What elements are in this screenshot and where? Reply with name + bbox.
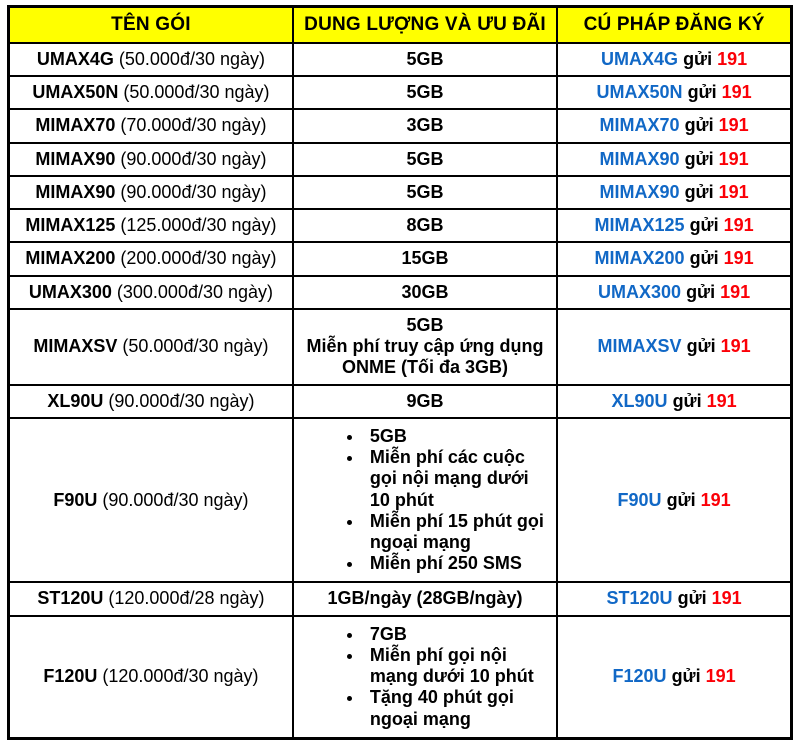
syntax-number: 191 — [706, 390, 737, 411]
benefit-item: • Miễn phí 15 phút gọi ngoại mạng — [364, 511, 550, 553]
header-row — [9, 7, 792, 44]
syntax-code: MIMAX200 — [594, 248, 685, 269]
syntax-code: UMAX4G — [601, 49, 679, 69]
package-name-cell — [9, 616, 293, 739]
package-name-cell — [9, 385, 293, 418]
syntax-number: 191 — [723, 248, 754, 269]
benefits-cell — [293, 418, 557, 583]
benefit-item: • Miễn phí các cuộc gọi nội mạng dưới 10 phút — [364, 447, 550, 511]
benefit-item: • Tặng 40 phút gọi ngoại mạng — [364, 687, 550, 729]
syntax-number: 191 — [720, 336, 751, 357]
syntax-code: UMAX50N — [596, 82, 683, 103]
syntax-code: MIMAX90 — [599, 181, 680, 202]
benefits-cell — [293, 109, 557, 142]
table-row — [9, 43, 792, 76]
table-row — [9, 418, 792, 583]
package-price: (90.000đ/30 ngày) — [102, 489, 249, 510]
syntax-send-word: gửi — [671, 666, 701, 687]
table-row — [9, 276, 792, 309]
package-name: ST120U — [37, 588, 104, 609]
syntax-send-word: gửi — [684, 148, 714, 169]
syntax-send-word: gửi — [666, 489, 696, 510]
benefits-cell — [293, 176, 557, 209]
syntax-number: 191 — [718, 115, 749, 136]
package-price: (90.000đ/30 ngày) — [120, 181, 267, 202]
package-name: UMAX4G — [36, 49, 114, 69]
package-name: MIMAX90 — [35, 181, 116, 202]
benefits-cell — [293, 616, 557, 739]
package-name-cell — [9, 209, 293, 242]
benefit-list — [300, 624, 550, 730]
package-name: MIMAXSV — [33, 336, 118, 357]
package-price: (90.000đ/30 ngày) — [120, 148, 267, 169]
package-name: F90U — [53, 489, 98, 510]
package-name: MIMAX70 — [35, 115, 116, 136]
benefit-text: 30GB — [401, 281, 449, 302]
syntax-number: 191 — [721, 82, 752, 103]
syntax-send-word: gửi — [684, 181, 714, 202]
benefit-text: 5GB — [406, 82, 444, 103]
syntax-cell — [557, 582, 791, 615]
package-name-cell — [9, 43, 293, 76]
syntax-number: 191 — [717, 49, 748, 69]
syntax-cell — [557, 242, 791, 275]
syntax-send-word: gửi — [677, 588, 707, 609]
package-price: (50.000đ/30 ngày) — [122, 336, 269, 357]
package-name-cell — [9, 242, 293, 275]
syntax-number: 191 — [718, 148, 749, 169]
syntax-number: 191 — [723, 215, 754, 236]
table-row — [9, 76, 792, 109]
syntax-send-word: gửi — [683, 49, 713, 69]
benefits-cell — [293, 43, 557, 76]
benefit-text: Miễn phí truy cập ứng dụng ONME (Tối đa 3GB) — [306, 336, 544, 378]
package-price: (300.000đ/30 ngày) — [116, 281, 274, 302]
table-row — [9, 143, 792, 176]
benefits-cell — [293, 582, 557, 615]
syntax-number: 191 — [700, 489, 731, 510]
package-name-cell — [9, 109, 293, 142]
syntax-code: F90U — [617, 489, 662, 510]
package-name-cell — [9, 418, 293, 583]
syntax-cell — [557, 143, 791, 176]
table-row — [9, 616, 792, 739]
package-price: (125.000đ/30 ngày) — [120, 215, 277, 236]
benefit-list — [300, 426, 550, 575]
package-name-cell — [9, 176, 293, 209]
syntax-number: 191 — [718, 181, 749, 202]
package-name-cell — [9, 309, 293, 385]
package-price: (120.000đ/30 ngày) — [102, 666, 259, 687]
package-name: XL90U — [47, 390, 104, 411]
package-price: (90.000đ/30 ngày) — [108, 390, 255, 411]
package-name-cell — [9, 582, 293, 615]
benefit-item: • Miễn phí gọi nội mạng dưới 10 phút — [364, 645, 550, 687]
syntax-cell — [557, 616, 791, 739]
package-name: MIMAX125 — [25, 215, 116, 236]
package-table — [7, 5, 793, 740]
package-name-cell — [9, 76, 293, 109]
package-name-cell — [9, 143, 293, 176]
package-price: (70.000đ/30 ngày) — [120, 115, 267, 136]
syntax-cell — [557, 176, 791, 209]
benefit-item: • Miễn phí 250 SMS — [364, 553, 550, 574]
benefit-text: 1GB/ngày (28GB/ngày) — [327, 588, 523, 609]
benefit-item: • 7GB — [364, 624, 550, 645]
benefits-cell — [293, 76, 557, 109]
package-name: MIMAX200 — [25, 248, 116, 269]
benefit-text: 5GB — [406, 148, 444, 169]
syntax-code: MIMAX90 — [599, 148, 680, 169]
syntax-number: 191 — [720, 281, 751, 302]
package-price: (120.000đ/28 ngày) — [108, 588, 265, 609]
header-data-benefits: DUNG LƯỢNG VÀ ƯU ĐÃI — [293, 7, 557, 44]
table-header — [9, 7, 792, 44]
syntax-number: 191 — [705, 666, 736, 687]
benefits-cell — [293, 309, 557, 385]
syntax-code: F120U — [612, 666, 667, 687]
syntax-send-word: gửi — [686, 336, 716, 357]
header-registration-syntax: CÚ PHÁP ĐĂNG KÝ — [557, 7, 791, 44]
syntax-cell — [557, 76, 791, 109]
syntax-send-word: gửi — [687, 82, 717, 103]
syntax-number: 191 — [711, 588, 742, 609]
benefit-item: • 5GB — [364, 426, 550, 447]
benefits-cell — [293, 143, 557, 176]
syntax-cell — [557, 109, 791, 142]
benefits-cell — [293, 209, 557, 242]
syntax-code: MIMAX70 — [599, 115, 680, 136]
package-price: (50.000đ/30 ngày) — [118, 49, 265, 69]
package-price: (200.000đ/30 ngày) — [120, 248, 277, 269]
syntax-code: XL90U — [611, 390, 668, 411]
table-row — [9, 385, 792, 418]
table-row — [9, 582, 792, 615]
benefit-text: 9GB — [406, 390, 444, 411]
package-name-cell — [9, 276, 293, 309]
syntax-cell — [557, 418, 791, 583]
package-name: UMAX50N — [32, 82, 119, 103]
benefit-text: 8GB — [406, 215, 444, 236]
benefit-text: 3GB — [406, 115, 444, 136]
syntax-cell — [557, 209, 791, 242]
benefits-cell — [293, 276, 557, 309]
syntax-cell — [557, 43, 791, 76]
package-name: F120U — [43, 666, 98, 687]
package-price: (50.000đ/30 ngày) — [123, 82, 270, 103]
syntax-send-word: gửi — [686, 281, 716, 302]
benefit-text: 15GB — [401, 248, 449, 269]
benefit-text: 5GB — [406, 181, 444, 202]
syntax-send-word: gửi — [689, 215, 719, 236]
benefits-cell — [293, 385, 557, 418]
syntax-code: ST120U — [606, 588, 673, 609]
benefits-cell — [293, 242, 557, 275]
benefit-text: 5GB — [406, 314, 444, 335]
syntax-cell — [557, 276, 791, 309]
syntax-cell — [557, 385, 791, 418]
package-name: UMAX300 — [28, 281, 112, 302]
syntax-code: MIMAX125 — [594, 215, 685, 236]
syntax-send-word: gửi — [684, 115, 714, 136]
table-row — [9, 242, 792, 275]
table-row — [9, 309, 792, 385]
syntax-cell — [557, 309, 791, 385]
syntax-code: MIMAXSV — [597, 336, 682, 357]
benefit-text: 5GB — [406, 49, 444, 69]
table-row — [9, 109, 792, 142]
package-name: MIMAX90 — [35, 148, 116, 169]
table-row — [9, 176, 792, 209]
syntax-code: UMAX300 — [598, 281, 682, 302]
table-row — [9, 209, 792, 242]
syntax-send-word: gửi — [672, 390, 702, 411]
syntax-send-word: gửi — [689, 248, 719, 269]
header-package-name: TÊN GÓI — [9, 7, 293, 44]
table-body — [9, 43, 792, 738]
